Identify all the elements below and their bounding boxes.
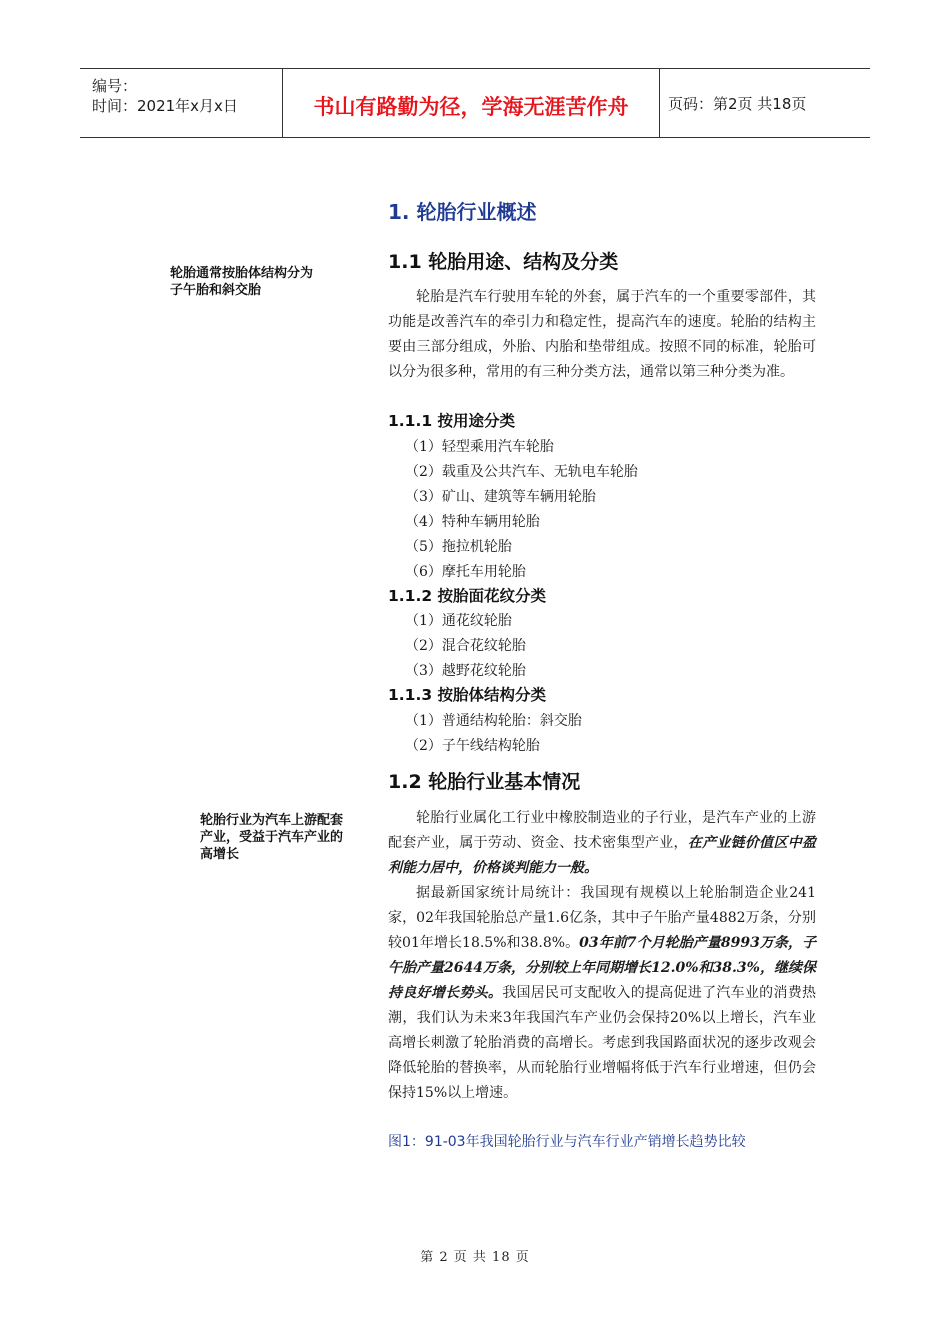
paragraph-text: 据最新国家统计局统计：我国现有规模以上轮胎制造企业241家，02年我国轮胎总产量1.6亿条，其中子午胎产量4882万条，分别较01年增长18.5%和38.8%。 xyxy=(388,885,816,951)
number-label: 编号： xyxy=(92,77,138,95)
side-note-industry xyxy=(200,812,343,863)
time-label: 时间：2021年x月x日 xyxy=(92,97,238,115)
page-footer: 第 2 页 共 18 页 xyxy=(420,1250,530,1265)
side-note-line: 产业，受益于汽车产业的 xyxy=(200,830,344,845)
body-paragraph xyxy=(388,806,816,881)
header-motto-cell xyxy=(283,69,660,137)
list-item: （4）特种车辆用轮胎 xyxy=(405,514,540,530)
list-item: （5）拖拉机轮胎 xyxy=(405,539,512,555)
document-header xyxy=(80,68,870,138)
page-info: 页码：第2页 共18页 xyxy=(668,95,807,113)
body-paragraph xyxy=(388,881,816,1106)
body-paragraph: 轮胎是汽车行驶用车轮的外套，属于汽车的一个重要零部件，其功能是改善汽车的牵引力和稳定性，提高汽车的速度。轮胎的结构主要由三部分组成，外胎、内胎和垫带组成。按照不同的标准，轮胎可以分为很多种，常用的有三种分类方法，通常以第三种分类为准。 xyxy=(388,289,816,380)
emphasis-text: 03年前7个月轮胎产量8993万条，子午胎产量2644万条，分别较上年同期增长12.0%和38.3%，继续保持良好增长势头。 xyxy=(388,935,816,1001)
list-item: （1）通花纹轮胎 xyxy=(405,613,512,629)
header-meta-cell xyxy=(80,69,283,137)
emphasis-text: 在产业链价值区中盈利能力居中，价格谈判能力一般。 xyxy=(388,835,817,876)
list-item: （2）混合花纹轮胎 xyxy=(405,638,526,654)
subsection-title: 1.1 轮胎用途、结构及分类 xyxy=(388,251,619,273)
list-item: （2）载重及公共汽车、无轨电车轮胎 xyxy=(405,464,638,480)
side-note-structure xyxy=(170,265,313,299)
subsection-title: 1.2 轮胎行业基本情况 xyxy=(388,771,581,793)
figure-caption: 图1：91-03年我国轮胎行业与汽车行业产销增长趋势比较 xyxy=(388,1134,746,1150)
motto: 书山有路勤为径，学海无涯苦作舟 xyxy=(313,95,629,119)
paragraph-text: 我国居民可支配收入的提高促进了汽车业的消费热潮，我们认为未来3年我国汽车产业仍会保持20%以上增长，汽车业高增长刺激了轮胎消费的高增长。考虑到我国路面状况的逐步改观会降低轮胎的替换率，从而轮胎行业增幅将低于汽车行业增速，但仍会保持15%以上增速。 xyxy=(388,985,817,1101)
list-item: （1）普通结构轮胎：斜交胎 xyxy=(405,713,582,729)
paragraph-text: 轮胎行业属化工行业中橡胶制造业的子行业，是汽车产业的上游配套产业，属于劳动、资金、技术密集型产业， xyxy=(388,810,816,851)
list-item: （6）摩托车用轮胎 xyxy=(405,564,526,580)
subsubsection-title: 1.1.3 按胎体结构分类 xyxy=(388,686,547,704)
side-note-line: 轮胎行业为汽车上游配套 xyxy=(200,813,344,828)
subsubsection-title: 1.1.2 按胎面花纹分类 xyxy=(388,587,547,605)
header-page-cell xyxy=(660,69,870,137)
list-item: （3）越野花纹轮胎 xyxy=(405,663,526,679)
list-item: （2）子午线结构轮胎 xyxy=(405,738,540,754)
side-note-line: 高增长 xyxy=(200,847,240,862)
section-title: 1. 轮胎行业概述 xyxy=(388,200,537,224)
list-item: （3）矿山、建筑等车辆用轮胎 xyxy=(405,489,596,505)
side-note-line: 轮胎通常按胎体结构分为 xyxy=(170,266,314,281)
list-item: （1）轻型乘用汽车轮胎 xyxy=(405,439,554,455)
subsubsection-title: 1.1.1 按用途分类 xyxy=(388,412,516,430)
side-note-line: 子午胎和斜交胎 xyxy=(170,283,262,298)
